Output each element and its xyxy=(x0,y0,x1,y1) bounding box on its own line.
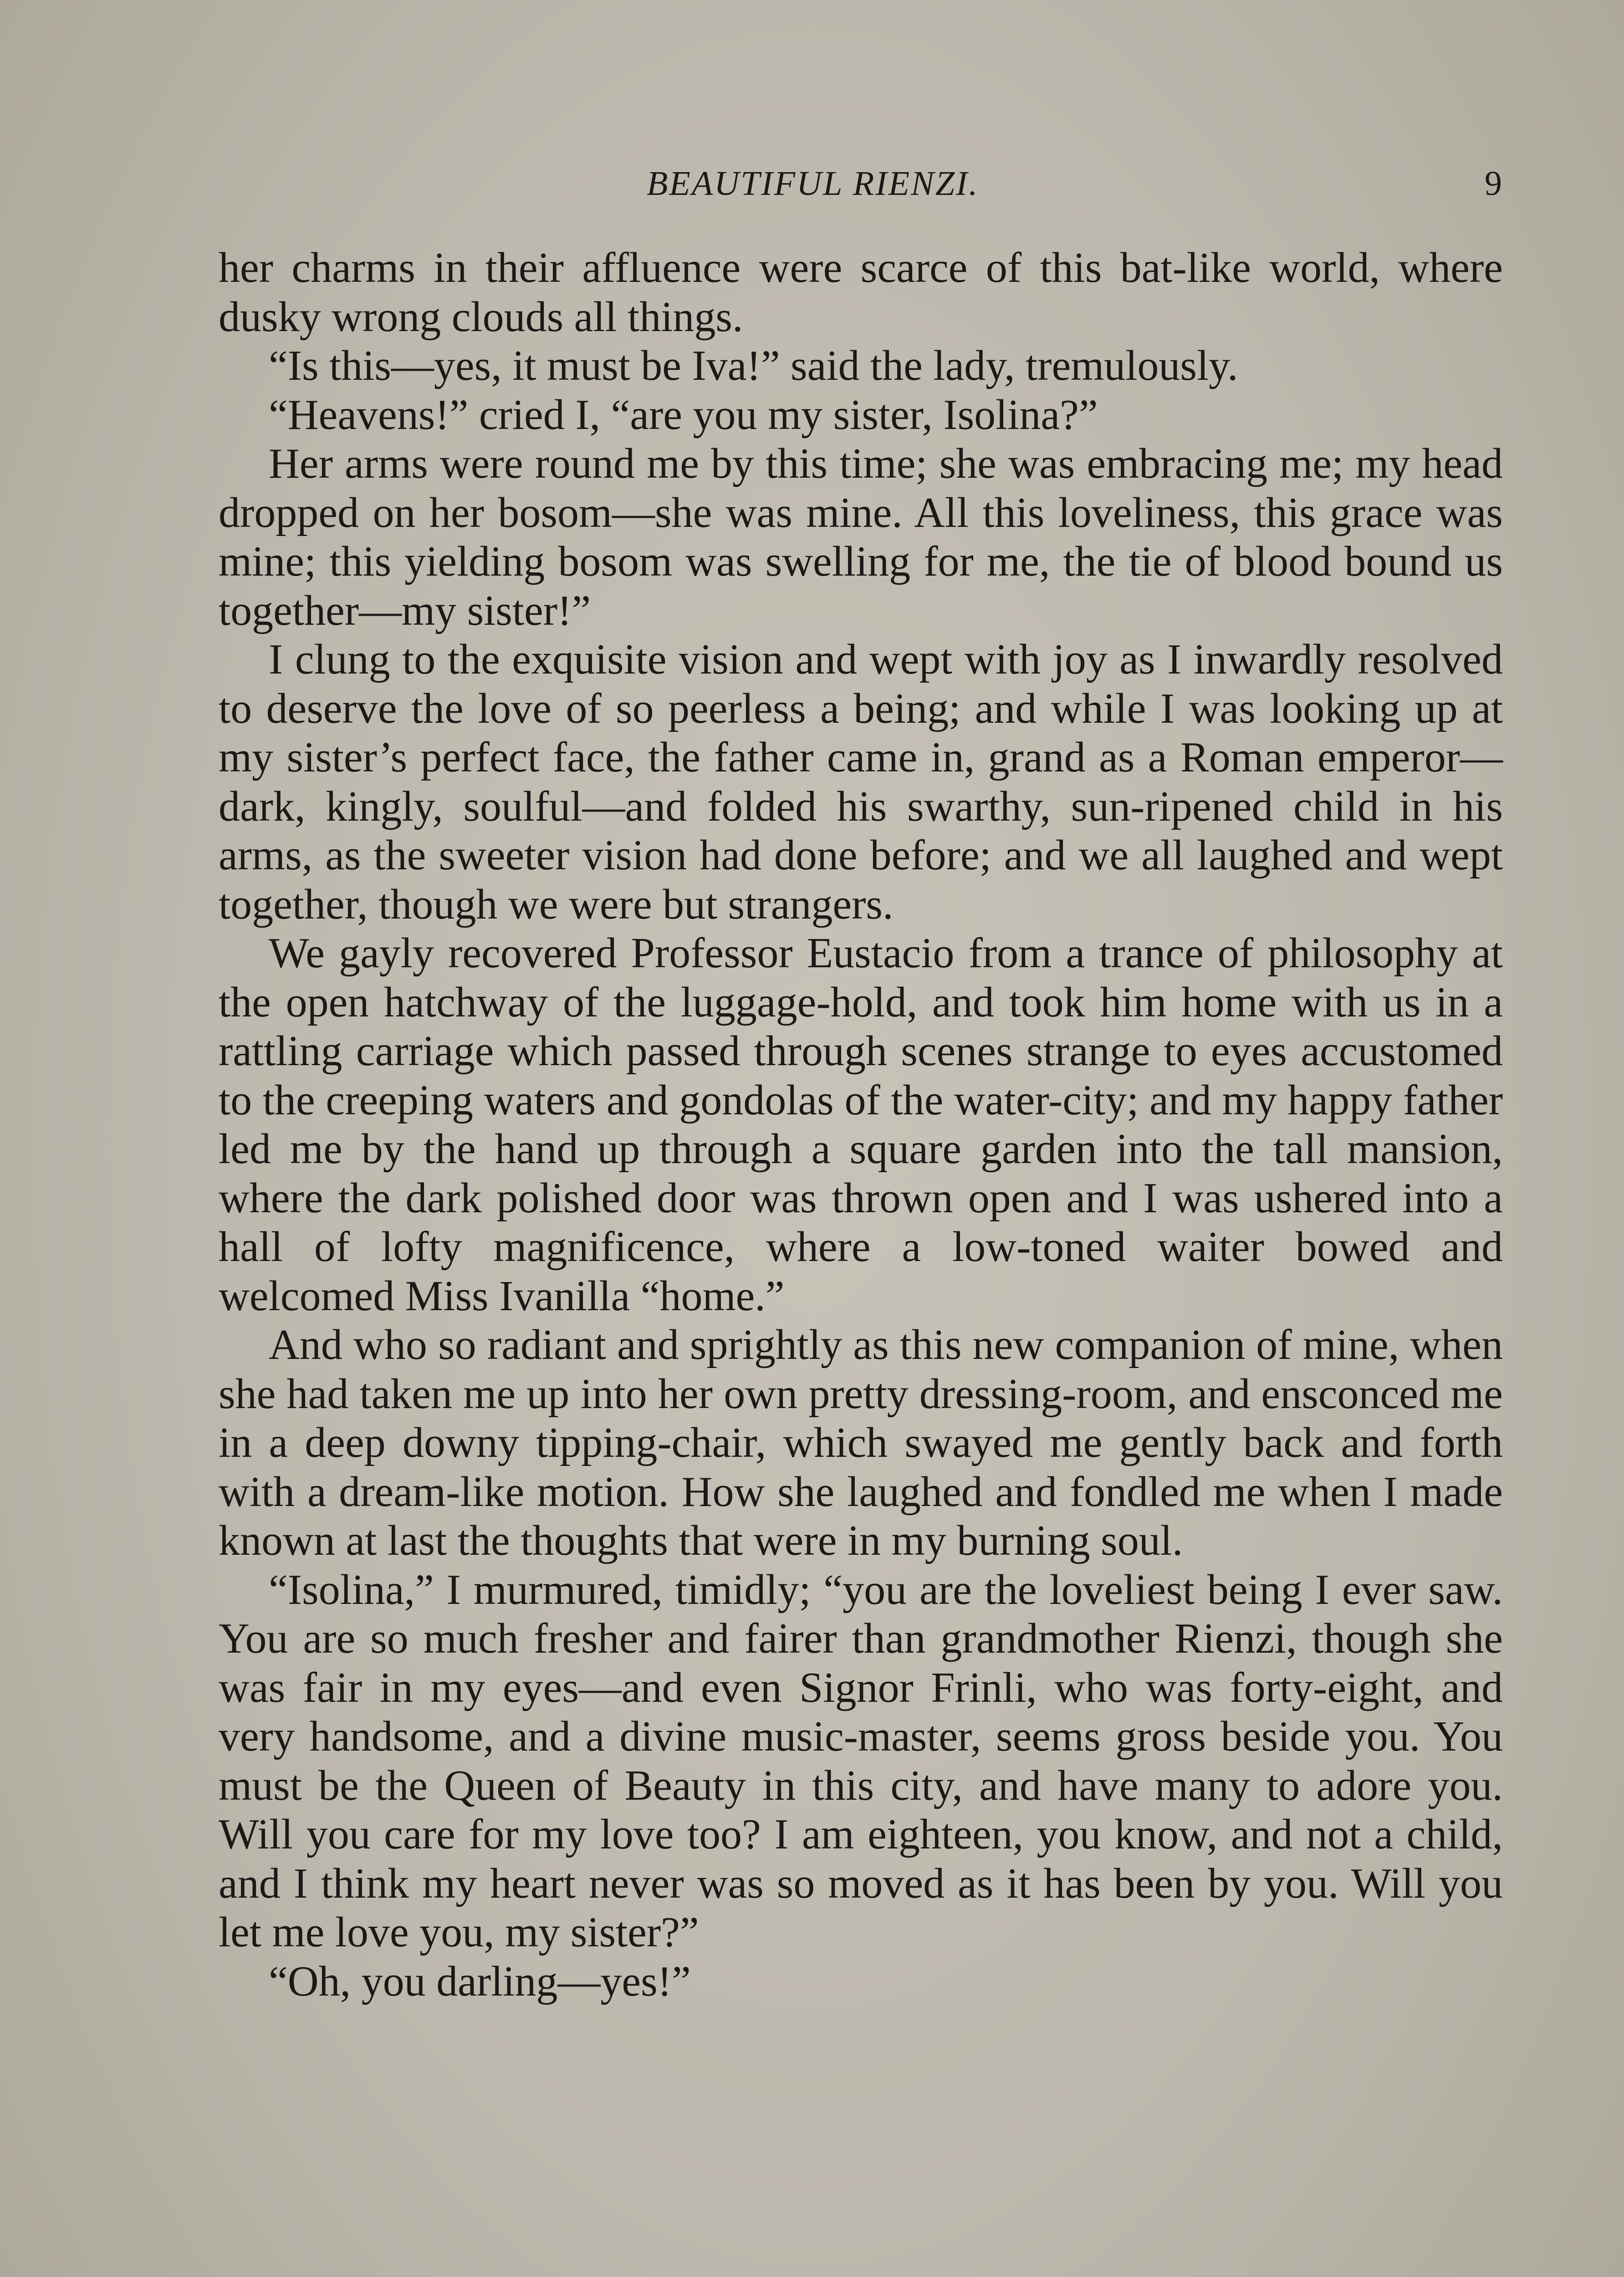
page-header xyxy=(0,164,1624,214)
paragraph-5: I clung to the exquisite vision and wept with joy as I inwardly resolved to deserve the love of so peerless a being; and while I was looking up at my sister’s perfect face, the father came in, grand as a Roman emperor—dark, kingly, soulful—and folded his swarthy, sun-ripened child in his arms, as the sweeter vision had done before; and we all laughed and wept together, though we were but strangers. xyxy=(219,636,1503,928)
body-text xyxy=(219,244,1503,2006)
paragraph-1: her charms in their affluence were scarce of this bat-like world, where dusky wrong clouds all things. xyxy=(219,244,1503,341)
paragraph-3: “Heavens!” cried I, “are you my sister, Isolina?” xyxy=(269,391,1098,439)
running-head: BEAUTIFUL RIENZI. xyxy=(647,164,979,203)
page-number: 9 xyxy=(1485,164,1502,203)
paragraph-7: And who so radiant and sprightly as this new companion of mine, when she had taken me up into her own pretty dressing-room, and ensconced me in a deep downy tipping-chair, which swayed me gently back and forth with a dream-like motion. How she laughed and fondled me when I made known at last the thoughts that were in my burning soul. xyxy=(219,1321,1503,1564)
paragraph-2: “Is this—yes, it must be Iva!” said the lady, tremulously. xyxy=(269,342,1238,389)
paragraph-8: “Isolina,” I murmured, timidly; “you are the loveliest being I ever saw. You are so much fresher and fairer than grandmother Rienzi, though she was fair in my eyes—and even Signor Frinli, who was forty-eight, and very handsome, and a divine music-master, seems gross beside you. You must be the Queen of Beauty in this city, and have many to adore you. Will you care for my love too? I am eighteen, you know, and not a child, and I think my heart never was so moved as it has been by you. Will you let me love you, my sister?” xyxy=(219,1566,1503,1956)
paragraph-4: Her arms were round me by this time; she was embracing me; my head dropped on her bosom—she was mine. All this loveliness, this grace was mine; this yielding bosom was swelling for me, the tie of blood bound us together—my sister!” xyxy=(219,440,1503,634)
paragraph-9: “Oh, you darling—yes!” xyxy=(269,1957,691,2005)
paragraph-6: We gayly recovered Professor Eustacio from a trance of philosophy at the open hatchway of the luggage-hold, and took him home with us in a rattling carriage which passed through scenes strange to eyes accustomed to the creeping waters and gondolas of the water-city; and my happy father led me by the hand up through a square garden into the tall mansion, where the dark polished door was thrown open and I was ushered into a hall of lofty magnificence, where a low-toned waiter bowed and welcomed Miss Ivanilla “home.” xyxy=(219,929,1503,1320)
